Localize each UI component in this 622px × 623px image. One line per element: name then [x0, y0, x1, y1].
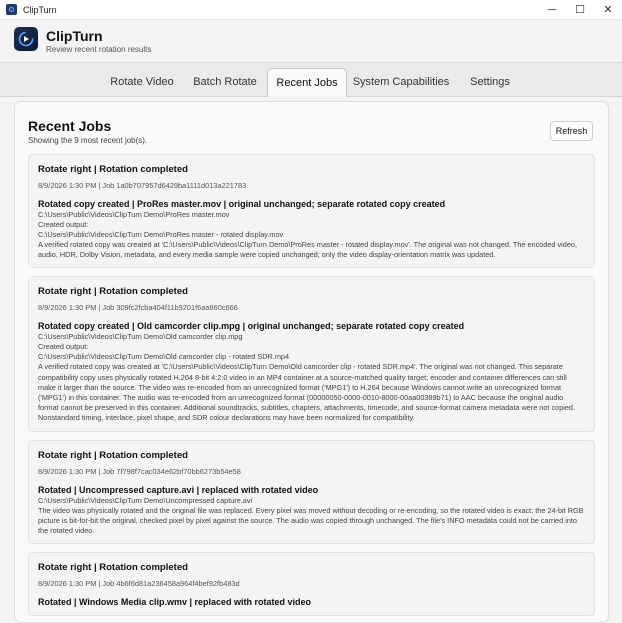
maximize-button[interactable]: ☐: [575, 4, 585, 16]
minimize-button[interactable]: ─: [548, 3, 556, 16]
tab-bar: [0, 62, 622, 97]
job-card: [28, 154, 595, 268]
job-status: Rotate right | Rotation completed: [38, 449, 188, 461]
job-output-label: Created output:: [38, 342, 89, 352]
refresh-button[interactable]: Refresh: [550, 121, 593, 141]
job-output-path: C:\Users\Public\Videos\ClipTurn Demo\Old camcorder clip - rotated SDR.mp4: [38, 352, 290, 362]
job-card: [28, 440, 595, 545]
job-output-path: C:\Users\Public\Videos\ClipTurn Demo\ProRes master - rotated display.mov: [38, 230, 284, 239]
tab-batch-rotate[interactable]: Batch Rotate: [193, 76, 257, 88]
job-card: [28, 552, 595, 616]
job-output-label: Created output:: [38, 220, 89, 229]
job-description: A verified rotated copy was created at 'C:\Users\Public\Videos\ClipTurn Demo\ProRes master - rotated display.mov'. The original was not changed. The encoded video, audio, HDR, Dolby Vision, metadata, and every media sample were copied unchanged; only the video display-orientation matrix was updated.: [38, 240, 577, 260]
tab-recent-jobs[interactable]: Recent Jobs: [267, 68, 347, 97]
job-status: Rotate right | Rotation completed: [38, 286, 188, 298]
page-subtitle: Showing the 9 most recent job(s).: [28, 136, 148, 145]
tab-rotate-video[interactable]: Rotate Video: [110, 76, 174, 88]
page-title: Recent Jobs: [28, 118, 112, 134]
job-headline: Rotated | Uncompressed capture.avi | replaced with rotated video: [38, 484, 319, 495]
job-meta: 8/9/2026 1:30 PM | Job 7f798f7cac034e62bf70bb6273b54e58: [38, 466, 241, 476]
app-name: ClipTurn: [46, 28, 103, 44]
clipturn-logo-icon: [14, 27, 38, 51]
job-meta: 8/9/2026 1:30 PM | Job 4b6f6d81a236458a964f4bef92fb483d: [38, 579, 240, 589]
job-source-path: C:\Users\Public\Videos\ClipTurn Demo\Old camcorder clip.mpg: [38, 332, 243, 342]
job-source-path: C:\Users\Public\Videos\ClipTurn Demo\ProRes master.mov: [38, 210, 230, 219]
job-status: Rotate right | Rotation completed: [38, 562, 188, 574]
window-titlebar: [0, 0, 622, 20]
tab-settings[interactable]: Settings: [470, 76, 510, 88]
app-header: [0, 20, 622, 62]
app-subtitle: Review recent rotation results: [46, 45, 152, 54]
job-list: [28, 154, 595, 623]
job-headline: Rotated copy created | ProRes master.mov | original unchanged; separate rotated copy created: [38, 199, 446, 209]
window-controls: [538, 0, 622, 19]
window-title: ClipTurn: [23, 4, 57, 15]
job-headline: Rotated | Windows Media clip.wmv | replaced with rotated video: [38, 597, 311, 608]
tab-system-capabilities[interactable]: System Capabilities: [352, 76, 450, 88]
job-status: Rotate right | Rotation completed: [38, 164, 188, 175]
job-description: The video was physically rotated and the original file was replaced. Every pixel was moved without decoding or re-encoding, so the rotated video is exact: the 24-bit RGB picture is bit-for-bit the original, checked pixel by pixel against the source. The audio was copied through unchanged. The file's INFO metadata could not be carried into the rotated video.: [38, 505, 584, 536]
close-button[interactable]: ✕: [603, 4, 613, 16]
job-source-path: C:\Users\Public\Videos\ClipTurn Demo\Uncompressed capture.avi: [38, 495, 253, 505]
job-meta: 8/9/2026 1:30 PM | Job 1a0b707957d6429ba1111d013a221783: [38, 181, 247, 190]
job-headline: Rotated copy created | Old camcorder clip.mpg | original unchanged; separate rotated copy created: [38, 321, 465, 332]
job-meta: 8/9/2026 1:30 PM | Job 309fc2fcba404f11b9201f6aa860c666: [38, 303, 238, 313]
app-icon: [6, 4, 17, 15]
job-card: [28, 276, 595, 431]
recent-jobs-panel: [14, 101, 609, 623]
job-description: A verified rotated copy was created at 'C:\Users\Public\Videos\ClipTurn Demo\Old camcorder clip - rotated SDR.mp4'. The original was not changed. This separate compatibility copy uses physically rotated H.264 8-bit 4:2:0 video in an MP4 container at a source-matched quality target; encoder and container differences can still make it larger than the source. The video was re-encoded from an unrecognized format ('MPG1') to H.264 because Windows cannot write an unrecognized format ('MPG1') in this container. The audio was re-encoded from an unrecognized format (00000050-0000-0010-8000-00aa00389b71) to AAC because the original audio format cannot be preserved in this container. Additional soundtracks, subtitles, chapters, attachments, timecode, and source-format camera metadata were not copied. Nonstandard timing, interlace, pixel shape, and SDR colour declarations may have been normalized for compatibility.: [38, 362, 576, 423]
